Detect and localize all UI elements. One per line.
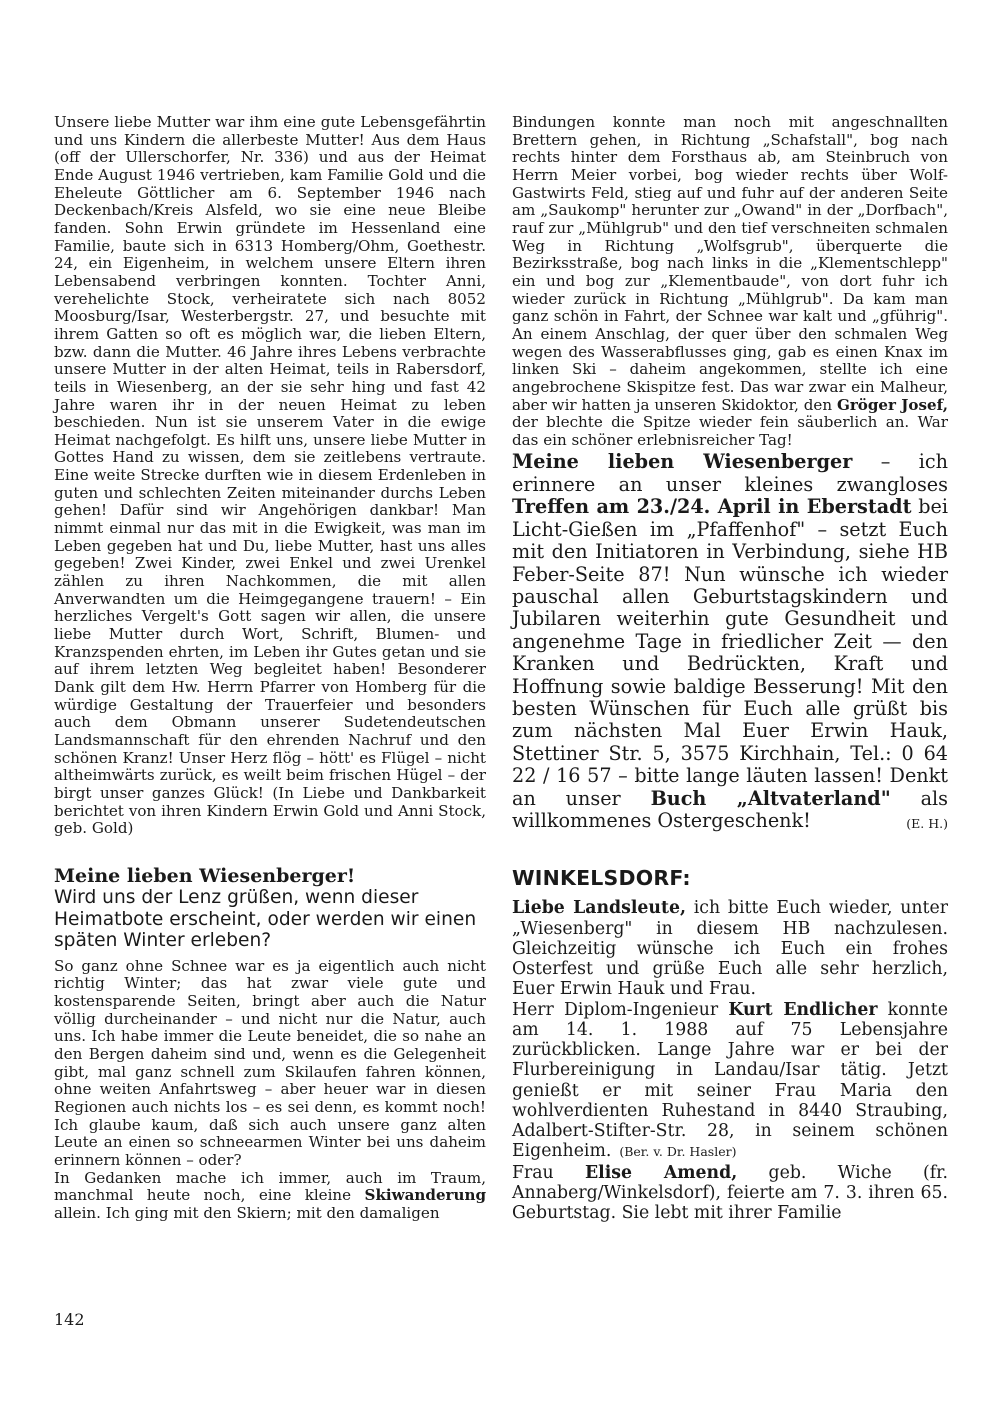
ski-continuation-text: Bindungen konnte man noch mit angeschnallten Brettern gehen, in Richtung „Schafstall", bog nach rechts hinter dem Forsthaus ab, am Steinbruch von Herrn Meier vorbei, bog wieder rechts über Wolf-Gastwirts Feld, stieg auf und fuhr auf der anderen Seite am „Saukomp" herunter zur „Owand" in der „Dorfbach", rauf zur „Mühlgrub" und den tief verschneiten schmalen Weg in Richtung „Wolfsgrub", überquerte die Bezirksstraße, bog nach links in die „Klementschlepp" ein und bog zur „Klementbaude", von dort fuhr ich wieder zurück in Richtung „Mühlgrub". Da kam man ganz schön in Fahrt, der Schnee war kalt und „gführig". An einem Anschlag, der quer über den schmalen Weg wegen des Wasserabflusses ging, gab es einen Knax im linken Ski – daheim angekommen, stellte ich eine angebrochene Skispitze fest. Das war zwar ein Malheur, aber wir hatten ja unseren Skidoktor, den <box>512 113 948 414</box>
ski-continuation <box>512 114 948 449</box>
book-title-bold: Buch „Altvaterland" <box>650 786 891 810</box>
winkelsdorf-greeting-text: ich bitte Euch wieder, unter „Wiesenberg" in diesem HB nachzulesen. Gleichzeitig wünsche ich Euch ein frohes Osterfest und grüße Euch alle sehr herzlich, Euer Erwin Hauk und Frau. <box>512 898 948 1000</box>
elise-amend-bold: Elise Amend, <box>585 1162 738 1183</box>
landsleute-bold: Liebe Landsleute, <box>512 898 686 919</box>
groeger-josef-bold: Gröger Josef, <box>836 395 949 414</box>
amend-text: geb. Wiche (fr. Annaberg/Winkelsdorf), feierte am 7. 3. ihren 65. Geburtstag. Sie lebt mit ihrer Familie <box>512 1162 948 1224</box>
winkelsdorf-greeting <box>512 898 948 999</box>
endlicher-paragraph <box>512 1000 948 1163</box>
page-number: 142 <box>54 1310 85 1329</box>
endlicher-ref: (Ber. v. Dr. Hasler) <box>619 1144 737 1160</box>
skiwanderung-bold: Skiwanderung <box>364 1186 486 1205</box>
ski-paragraph <box>54 1170 486 1223</box>
message-signature-ref: (E. H.) <box>906 815 948 831</box>
left-column <box>54 114 486 1223</box>
endlicher-intro: Herr Diplom-Ingenieur <box>512 999 729 1020</box>
ski-continuation-end: der blechte die Spitze wieder fein säuberlich an. War das ein schöner erlebnisreicher Tag! <box>512 413 948 449</box>
message-text-1: – ich erinnere an unser kleines zwangloses <box>512 450 948 496</box>
obituary-text: Unsere liebe Mutter war ihm eine gute Lebensgefährtin und uns Kindern die allerbeste Mutter! Aus dem Haus (off der Ullerschorfer, Nr. 336) und aus der Heimat Ende August 1946 vertrieben, kam Familie Gold und die Eheleute Göttlicher am 6. September 1946 nach Deckenbach/Kreis Alsfeld, wo sie eine neue Bleibe fanden. Sohn Erwin gründete im Hessenland eine Familie, baute sich in 6313 Homberg/Ohm, Goethestr. 24, ein Eigenheim, in welchem unsere Eltern ihren Lebensabend verbringen konnten. Tochter Anni, verehelichte Stock, verheiratete sich nach 8052 Moosburg/Isar, Westerbergstr. 27, und besuchte mit ihrem Gatten so oft es möglich war, die lieben Eltern, bzw. dann die Mutter. 46 Jahre ihres Lebens verbrachte unsere Mutter in der alten Heimat, teils in Rabersdorf, teils in Wiesenberg, an der sie sehr hing und fast 42 Jahre waren ihr in der neuen Heimat zu leben beschieden. Nun ist sie unserem Vater in die ewige Heimat nachgefolgt. Es hilft uns, unsere liebe Mutter in Gottes Hand zu wissen, dem sie zeitlebens vertraute. Eine weite Strecke durften wie in diesem Erdenleben in guten und schlechten Zeiten miteinander durchs Leben gehen! Dafür sind wir Angehörigen dankbar! Man nimmt einmal nur das mit in die Ewigkeit, was man im Leben gegeben hat und Du, liebe Mutter, hast uns alles gegeben! Zwei Kinder, zwei Enkel und zwei Urenkel zählen zu ihren Nachkommen, die mit allen Anverwandten um die Heimgegangene trauern! – Ein herzliches Vergelt's Gott sagen wir allen, die unsere liebe Mutter durch Wort, Schrift, Blumen- und Kranzspenden ehrten, im Leben ihr Gutes getan und sie auf ihrem letzten Weg begleitet haben! Besonderer Dank gilt dem Hw. Herrn Pfarrer von Homberg für die würdige Gestaltung der Trauerfeier und besonders auch dem Obmann unserer Sudetendeutschen Landsmannschaft für den ehrenden Nachruf und den schönen Kranz! Unser Herz flög – hött' es Flügel – nicht altheimwärts zurück, es weilt beim frischen Hügel – der birgt unser ganzes Glück! (In Liebe und Dankbarkeit berichtet von ihren Kindern Erwin Gold und Anni Stock, geb. Gold) <box>54 113 486 838</box>
amend-intro: Frau <box>512 1162 585 1183</box>
snow-paragraph: So ganz ohne Schnee war es ja eigentlich auch nicht richtig Winter; das hat zwar viele gute und kostensparende Seiten, bringt aber auch die Natur völlig durcheinander – und nicht nur die Natur, auch uns. Ich habe immer die Leute beneidet, die so nahe an den Bergen daheim sind und, wenn es die Gelegenheit gibt, mal ganz schnell zum Skilaufen fahren können, ohne weiten Anfahrtsweg – aber heuer war in diesen Regionen auch nichts los – es sei denn, es kommt noch! Ich glaube kaum, daß sich auch unsere ganz alten Leute an einen so schneearmen Winter bei uns daheim erinnern können – oder? <box>54 956 486 1169</box>
ski-paragraph-end: allein. Ich ging mit den Skiern; mit den damaligen <box>54 1203 440 1222</box>
message-greeting-bold: Meine lieben Wiesenberger <box>512 450 853 474</box>
wiesenberger-heading: Meine lieben Wiesenberger! <box>54 864 356 887</box>
right-column <box>512 114 948 1223</box>
kurt-endlicher-bold: Kurt Endlicher <box>728 999 878 1020</box>
winkelsdorf-heading: WINKELSDORF: <box>512 866 691 891</box>
message-text-3: als willkommenes Ostergeschenk! <box>512 786 948 832</box>
amend-paragraph <box>512 1163 948 1224</box>
ski-paragraph-start: In Gedanken mache ich immer, auch im Traum, manchmal heute noch, eine kleine <box>54 1168 486 1205</box>
meeting-date-bold: Treffen am 23./24. April in Eberstadt <box>512 495 912 519</box>
meeting-message <box>512 451 948 832</box>
endlicher-text: konnte am 14. 1. 1988 auf 75 Lebensjahre zurückblicken. Lange Jahre war er bei der Flurbereinigung in Landau/Isar tätig. Jetzt genießt er mit seiner Frau Maria den wohlverdienten Ruhestand in 8440 Straubing, Adalbert-Stifter-Str. 28, in seinem schönen Eigenheim. <box>512 999 948 1162</box>
wiesenberger-lede: Wird uns der Lenz grüßen, wenn dieser Heimatbote erscheint, oder werden wir einen späten Winter erleben? <box>54 886 477 952</box>
message-text-2: bei Licht-Gießen im „Pfaffenhof" – setzt Euch mit den Initiatoren in Verbindung, siehe HB Feber-Seite 87! Nun wünsche ich wieder pauschal allen Geburtstagskindern und Jubilaren weiterhin gute Gesundheit und angenehme Tage in friedlicher Zeit — den Kranken und Bedrückten, Kraft und Hoffnung sowie baldige Besserung! Mit den besten Wünschen für Euch alle grüßt bis zum nächsten Mal Euer Erwin Hauk, Stettiner Str. 5, 3575 Kirchhain, Tel.: 0 64 22 / 16 57 – bitte lange läuten lassen! Denkt an unser <box>512 495 949 810</box>
